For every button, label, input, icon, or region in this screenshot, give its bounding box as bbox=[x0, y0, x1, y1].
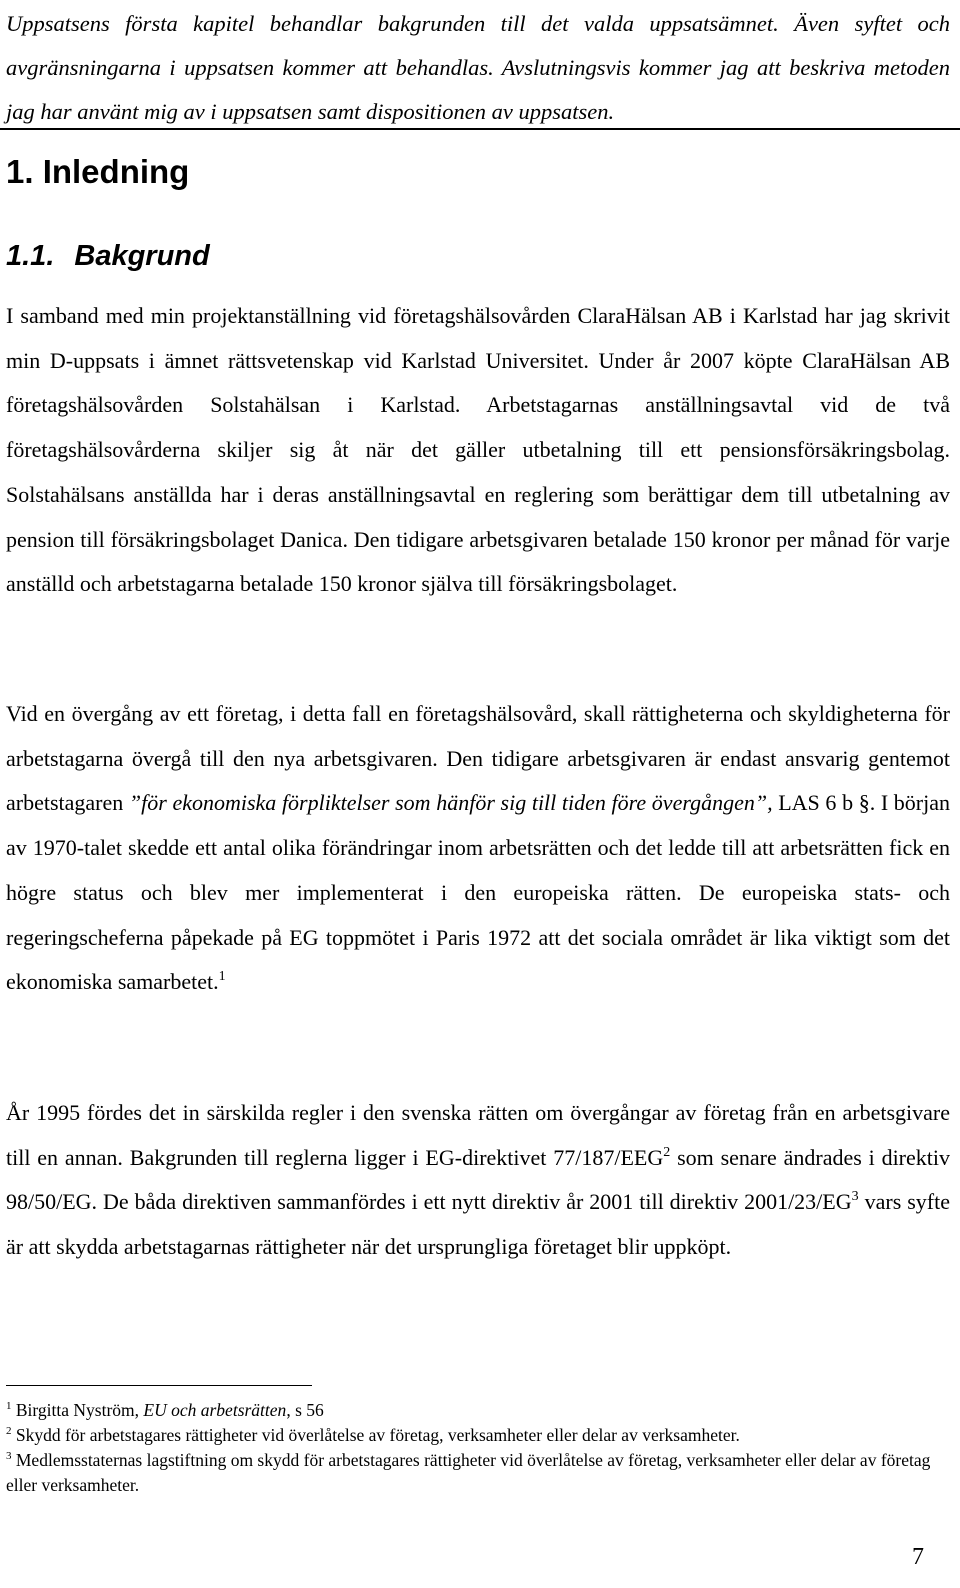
header-rule bbox=[0, 128, 960, 130]
footnote-ref-1: 1 bbox=[218, 969, 226, 985]
intro-paragraph: Uppsatsens första kapitel behandlar bakgrunden till det valda uppsatsämnet. Även syftet och avgränsningarna i uppsatsen kommer att behandlas. Avslutningsvis kommer jag att beskriva metoden jag har använt mig av i uppsatsen samt dispositionen av uppsatsen. bbox=[6, 11, 950, 124]
section-heading bbox=[6, 240, 210, 273]
footnote-text: Birgitta Nyström, bbox=[15, 1400, 144, 1420]
paragraph-3-text-a: År 1995 fördes det in särskilda regler i den svenska rätten om övergångar av företag från en arbetsgivare till en annan. Bakgrunden till reglerna ligger i EG-direktivet 77/187/EEG bbox=[6, 1100, 950, 1170]
footnote-number: 3 bbox=[6, 1450, 12, 1462]
section-title: Bakgrund bbox=[74, 240, 210, 272]
chapter-heading: 1. Inledning bbox=[6, 153, 190, 190]
paragraph-2-text-a: Vid en övergång av ett företag, i detta fall en företagshälsovård, skall rättigheterna och skyldigheterna för arbetstagarna övergå till den nya arbetsgivaren. Den tidigare arbetsgivaren är endast ansvarig gentemot arbetstagaren bbox=[6, 701, 950, 816]
page-number: 7 bbox=[912, 1544, 924, 1570]
footnote-2 bbox=[6, 1423, 950, 1448]
paragraph-2-text-b: LAS 6 b §. I början av 1970-talet skedde ett antal olika förändringar inom arbetsrätten och det ledde till att arbetsrätten fick en högre status och blev mer implementerat i den europeiska rätten. De europeiska stats- och regeringscheferna påpekade på EG toppmötet i Paris 1972 att det sociala området är lika viktigt som det ekonomiska samarbetet. bbox=[6, 790, 951, 995]
paragraph-3-text-c: vars syfte är att skydda arbetstagarnas rättigheter när det ursprungliga företaget blir uppköpt. bbox=[6, 1189, 951, 1260]
footnote-1 bbox=[6, 1398, 950, 1423]
footnote-text: Skydd för arbetstagares rättigheter vid överlåtelse av företag, verksamheter eller delar av verksamheter. bbox=[15, 1425, 740, 1445]
footnotes bbox=[6, 1398, 950, 1498]
paragraph-3-text-b: som senare ändrades i direktiv 98/50/EG. De båda direktiven sammanfördes i ett nytt direktiv år 2001 till direktiv 2001/23/EG bbox=[6, 1144, 951, 1215]
footnote-text: Medlemsstaternas lagstiftning om skydd för arbetstagares rättigheter vid överlåtelse av företag, verksamheter eller delar av företag eller verksamheter. bbox=[6, 1450, 931, 1495]
footnote-ref-3: 3 bbox=[851, 1189, 859, 1205]
footnote-3 bbox=[6, 1448, 950, 1498]
paragraph-2-quote: ”för ekonomiska förpliktelser som hänför sig till tiden före övergången”, bbox=[128, 790, 773, 816]
footnote-number: 1 bbox=[6, 1400, 12, 1412]
paragraph-bakgrund-3 bbox=[6, 1091, 950, 1270]
section-number: 1.1. bbox=[6, 240, 55, 272]
footnote-book-title: EU och arbetsrätten bbox=[143, 1400, 287, 1420]
paragraph-bakgrund-2 bbox=[6, 692, 950, 1005]
footnote-ref-2: 2 bbox=[663, 1144, 671, 1160]
paragraph-bakgrund-1: I samband med min projektanställning vid företagshälsovården ClaraHälsan AB i Karlstad har jag skrivit min D-uppsats i ämnet rättsvetenskap vid Karlstad Universitet. Under år 2007 köpte ClaraHälsan AB företagshälsovården Solstahälsan i Karlstad. Arbetstagarnas anställningsavtal vid de två företagshälsovårderna skiljer sig åt när det gäller utbetalning till ett pensionsförsäkringsbolag. Solstahälsans anställda har i deras anställningsavtal en reglering som berättigar dem till utbetalning av pension till försäkringsbolaget Danica. Den tidigare arbetsgivaren betalade 150 kronor per månad för varje anställd och arbetstagarna betalade 150 kronor själva till försäkringsbolaget. bbox=[6, 303, 950, 597]
footnote-separator bbox=[6, 1385, 312, 1386]
footnote-number: 2 bbox=[6, 1425, 12, 1437]
footnote-text: , s 56 bbox=[286, 1400, 324, 1420]
